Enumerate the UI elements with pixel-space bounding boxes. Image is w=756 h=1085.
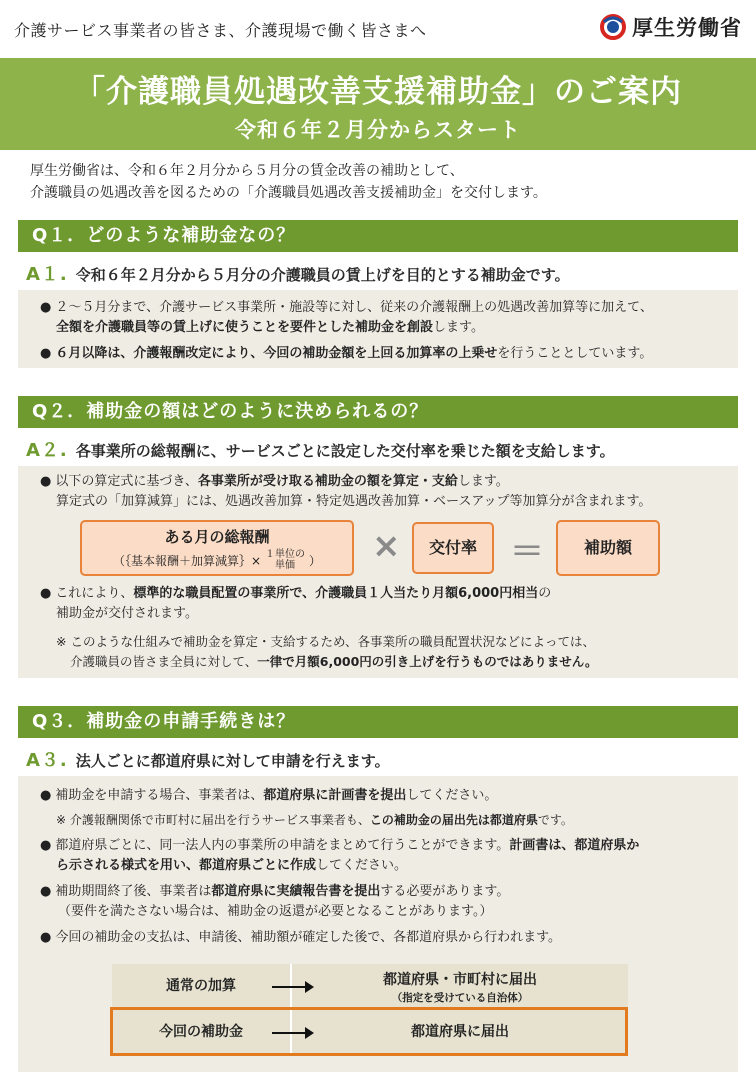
a1-label: A１. — [26, 264, 68, 285]
q2-note-line-1: ※ このような仕組みで補助金を算定・支給するため、各事業所の職員配置状況などによっては、 — [56, 634, 595, 649]
bullet-icon: ● — [40, 838, 52, 853]
a1-text: 令和６年２月分から５月分の介護職員の賃上げを目的とする補助金です。 — [75, 266, 570, 284]
q1-heading: Q１．どのような補助金なの？ — [18, 220, 738, 252]
a2-answer — [26, 436, 615, 462]
top-bar — [0, 0, 756, 56]
bullet-icon: ● — [40, 884, 52, 899]
a2-label: A２. — [26, 440, 68, 461]
audience-text: 介護サービス事業者の皆さま、介護現場で働く皆さまへ — [14, 21, 427, 40]
bullet-icon: ● — [40, 930, 52, 945]
intro-text — [30, 160, 547, 204]
a3-text: 法人ごとに都道府県に対して申請を行えます。 — [75, 752, 390, 770]
formula-result-box: 補助額 — [556, 520, 660, 576]
flow-row-2-right: 都道府県に届出 — [411, 1024, 509, 1040]
q3-bullet-3-note: （要件を満たさない場合は、補助金の返還が必要となることがあります。） — [58, 904, 493, 919]
q2-bullet-2-cont: 補助金が交付されます。 — [56, 606, 198, 621]
flow-row-1-left: 通常の加算 — [112, 964, 292, 1008]
q3-bullet-3: ● 補助期間終了後、事業者は都道府県に実績報告書を提出する必要があります。 — [40, 884, 510, 899]
q1-bullet-2: ● ６月以降は、介護報酬改定により、今回の補助金額を上回る加算率の上乗せを行うこととしています。 — [40, 346, 653, 361]
q3-bullet-2: ● 都道府県ごとに、同一法人内の事業所の申請をまとめて行うことができます。計画書は、都道府県か — [40, 838, 640, 853]
formula-total-box — [80, 520, 354, 576]
q3-bullet-2-cont: ら示される様式を用い、都道府県ごとに作成してください。 — [56, 858, 408, 873]
flow-row-1-sub: （指定を受けている自治体） — [391, 992, 529, 1004]
q3-note-1: ※ 介護報酬関係で市町村に届出を行うサービス事業者も、この補助金の届出先は都道府県です。 — [56, 813, 573, 827]
q1-bullet-1-cont: 全額を介護職員等の賃上げに使うことを要件とした補助金を創設します。 — [56, 320, 484, 335]
flow-row-2-left: 今回の補助金 — [112, 1010, 292, 1054]
formula-rate-box: 交付率 — [412, 522, 494, 574]
page-subtitle: 令和６年２月分からスタート — [235, 118, 521, 142]
intro-line-1: 厚生労働省は、令和６年２月分から５月分の賃金改善の補助として、 — [30, 163, 464, 179]
q2-note-line-2: 介護職員の皆さま全員に対して、一律で月額6,000円の引き上げを行うものではありません。 — [70, 654, 598, 669]
bullet-icon: ● — [40, 346, 52, 361]
q3-heading: Q３．補助金の申請手続きは？ — [18, 706, 738, 738]
q2-bullet-1-detail: 算定式の「加算減算」には、処遇改善加算・特定処遇改善加算・ベースアップ等加算分が含まれます。 — [56, 494, 652, 509]
q2-bullet-2: ● これにより、標準的な職員配置の事業所で、介護職員１人当たり月額6,000円相当の — [40, 586, 552, 601]
subsidy-highlight-frame — [110, 1007, 628, 1056]
title-banner — [0, 58, 756, 150]
q1-bullet-1: ● ２～５月分まで、介護サービス事業所・施設等に対し、従来の介護報酬上の処遇改善加算等に加えて、 — [40, 300, 653, 315]
bullet-icon: ● — [40, 586, 52, 601]
formula-total-title: ある月の総報酬 — [164, 528, 270, 546]
a2-text: 各事業所の総報酬に、サービスごとに設定した交付率を乗じた額を支給します。 — [75, 442, 615, 460]
intro-line-2: 介護職員の処遇改善を図るための「介護職員処遇改善支援補助金」を交付します。 — [30, 185, 547, 201]
q3-bullet-4: ● 今回の補助金の支払は、申請後、補助額が確定した後で、各都道府県から行われます。 — [40, 930, 562, 945]
a3-label: A３. — [26, 750, 68, 771]
bullet-icon: ● — [40, 788, 52, 803]
flow-row-1-right: 都道府県・市町村に届出 （指定を受けている自治体） — [292, 964, 628, 1008]
ministry-logo-icon — [600, 14, 626, 40]
ministry-brand — [600, 12, 742, 42]
times-operator: × — [372, 526, 401, 566]
q2-bullet-1: ● 以下の算定式に基づき、各事業所が受け取る補助金の額を算定・支給します。 — [40, 474, 509, 489]
a3-answer — [26, 746, 390, 772]
page-title: 「介護職員処遇改善支援補助金」のご案内 — [74, 74, 682, 110]
flow-row-normal — [112, 964, 628, 1008]
formula-total-detail: （｛基本報酬＋加算減算｝× １単位の 単価 ） — [112, 549, 322, 571]
q2-heading: Q２．補助金の額はどのように決められるの？ — [18, 396, 738, 428]
bullet-icon: ● — [40, 300, 52, 315]
a1-answer — [26, 260, 570, 286]
q3-bullet-1: ● 補助金を申請する場合、事業者は、都道府県に計画書を提出してください。 — [40, 788, 498, 803]
bullet-icon: ● — [40, 474, 52, 489]
ministry-name: 厚生労働省 — [632, 16, 742, 40]
equals-operator: ＝ — [510, 532, 544, 572]
